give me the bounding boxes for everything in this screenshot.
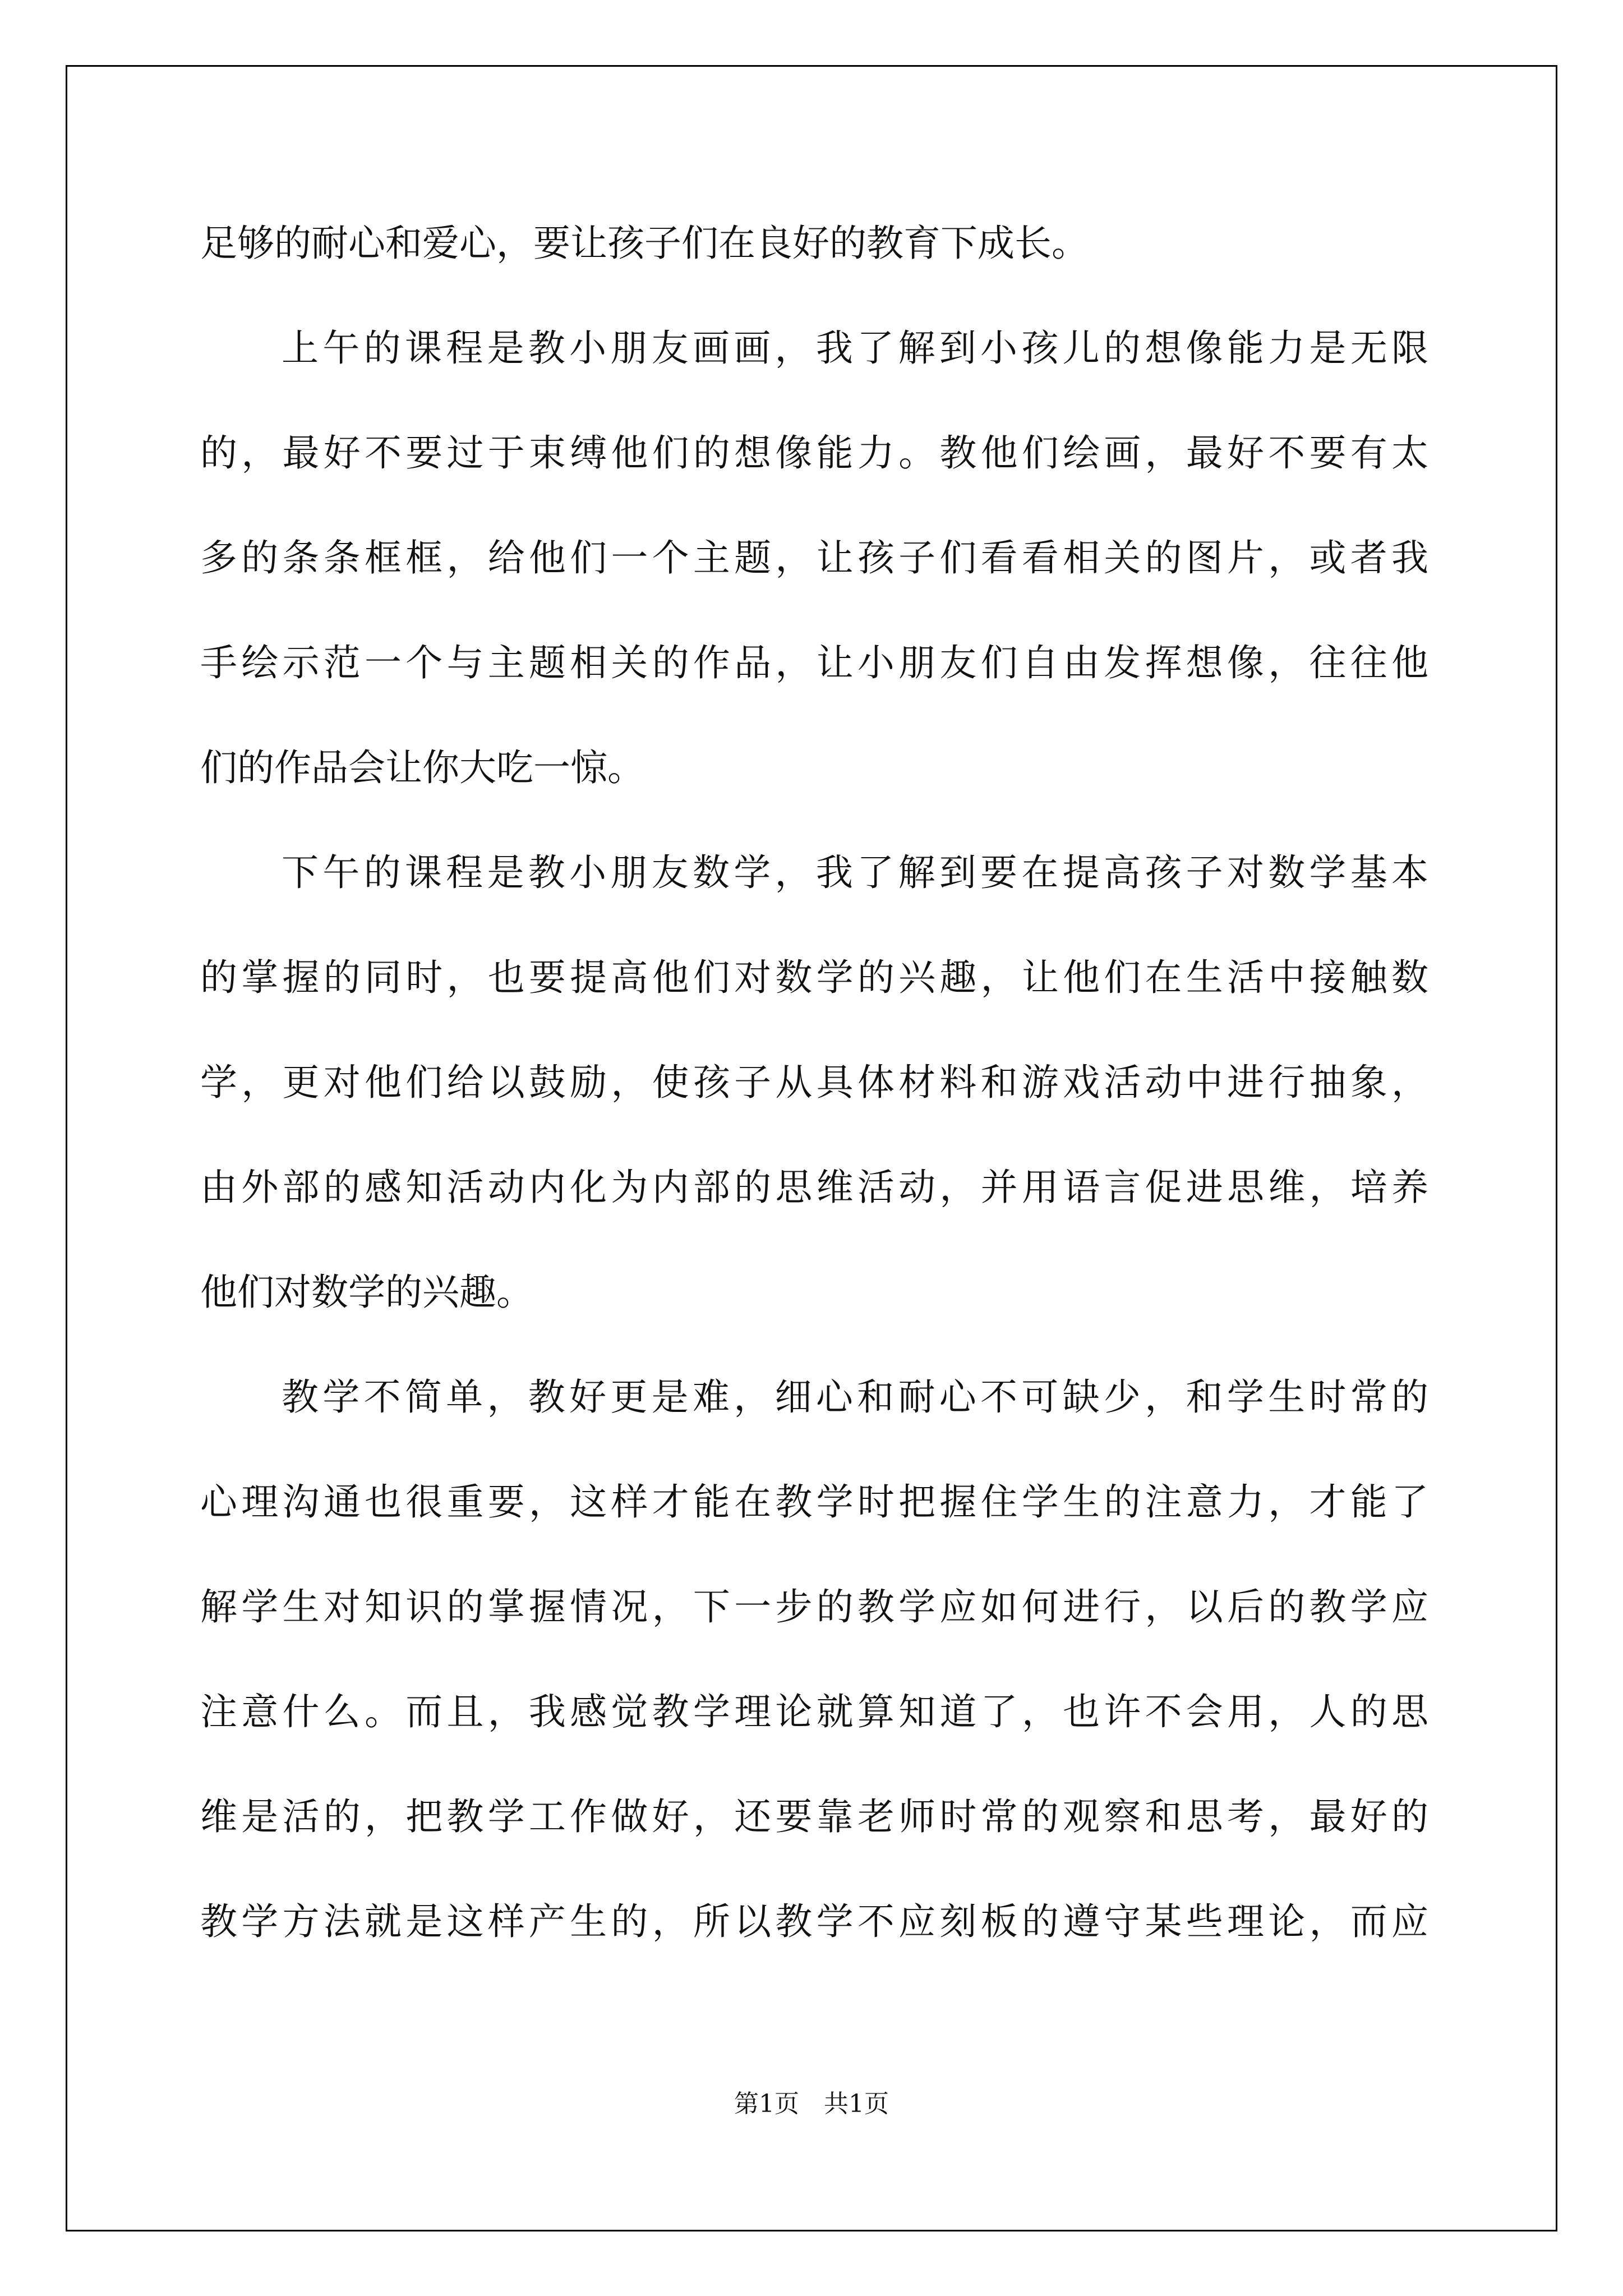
text-line: 手绘示范一个与主题相关的作品，让小朋友们自由发挥想像，往往他: [200, 641, 1428, 684]
text-line: 他们对数学的兴趣。: [200, 1271, 533, 1314]
text-line: 上午的课程是教小朋友画画，我了解到小孩儿的想像能力是无限: [282, 326, 1428, 370]
text-line: 们的作品会让你大吃一惊。: [200, 746, 644, 789]
text-line: 维是活的，把教学工作做好，还要靠老师时常的观察和思考，最好的: [200, 1795, 1428, 1838]
text-line: 解学生对知识的掌握情况，下一步的教学应如何进行，以后的教学应: [200, 1585, 1428, 1628]
text-line: 的掌握的同时，也要提高他们对数学的兴趣，让他们在生活中接触数: [200, 956, 1428, 999]
page-number-label: 第1页 共1页: [734, 2090, 889, 2118]
text-line: 教学方法就是这样产生的，所以教学不应刻板的遵守某些理论，而应: [200, 1900, 1428, 1943]
text-line: 学，更对他们给以鼓励，使孩子从具体材料和游戏活动中进行抽象，: [200, 1061, 1428, 1104]
text-line: 足够的耐心和爱心，要让孩子们在良好的教育下成长。: [200, 222, 1089, 265]
text-line: 教学不简单，教好更是难，细心和耐心不可缺少，和学生时常的: [282, 1375, 1428, 1419]
text-line: 心理沟通也很重要，这样才能在教学时把握住学生的注意力，才能了: [200, 1480, 1428, 1524]
document-body: [200, 191, 1428, 1974]
text-line: 下午的课程是教小朋友数学，我了解到要在提高孩子对数学基本: [282, 851, 1428, 894]
text-line: 的，最好不要过于束缚他们的想像能力。教他们绘画，最好不要有太: [200, 431, 1428, 475]
page-footer: [0, 2083, 1623, 2119]
text-line: 由外部的感知活动内化为内部的思维活动，并用语言促进思维，培养: [200, 1166, 1428, 1209]
text-line: 多的条条框框，给他们一个主题，让孩子们看看相关的图片，或者我: [200, 536, 1428, 579]
text-line: 注意什么。而且，我感觉教学理论就算知道了，也许不会用，人的思: [200, 1690, 1428, 1733]
